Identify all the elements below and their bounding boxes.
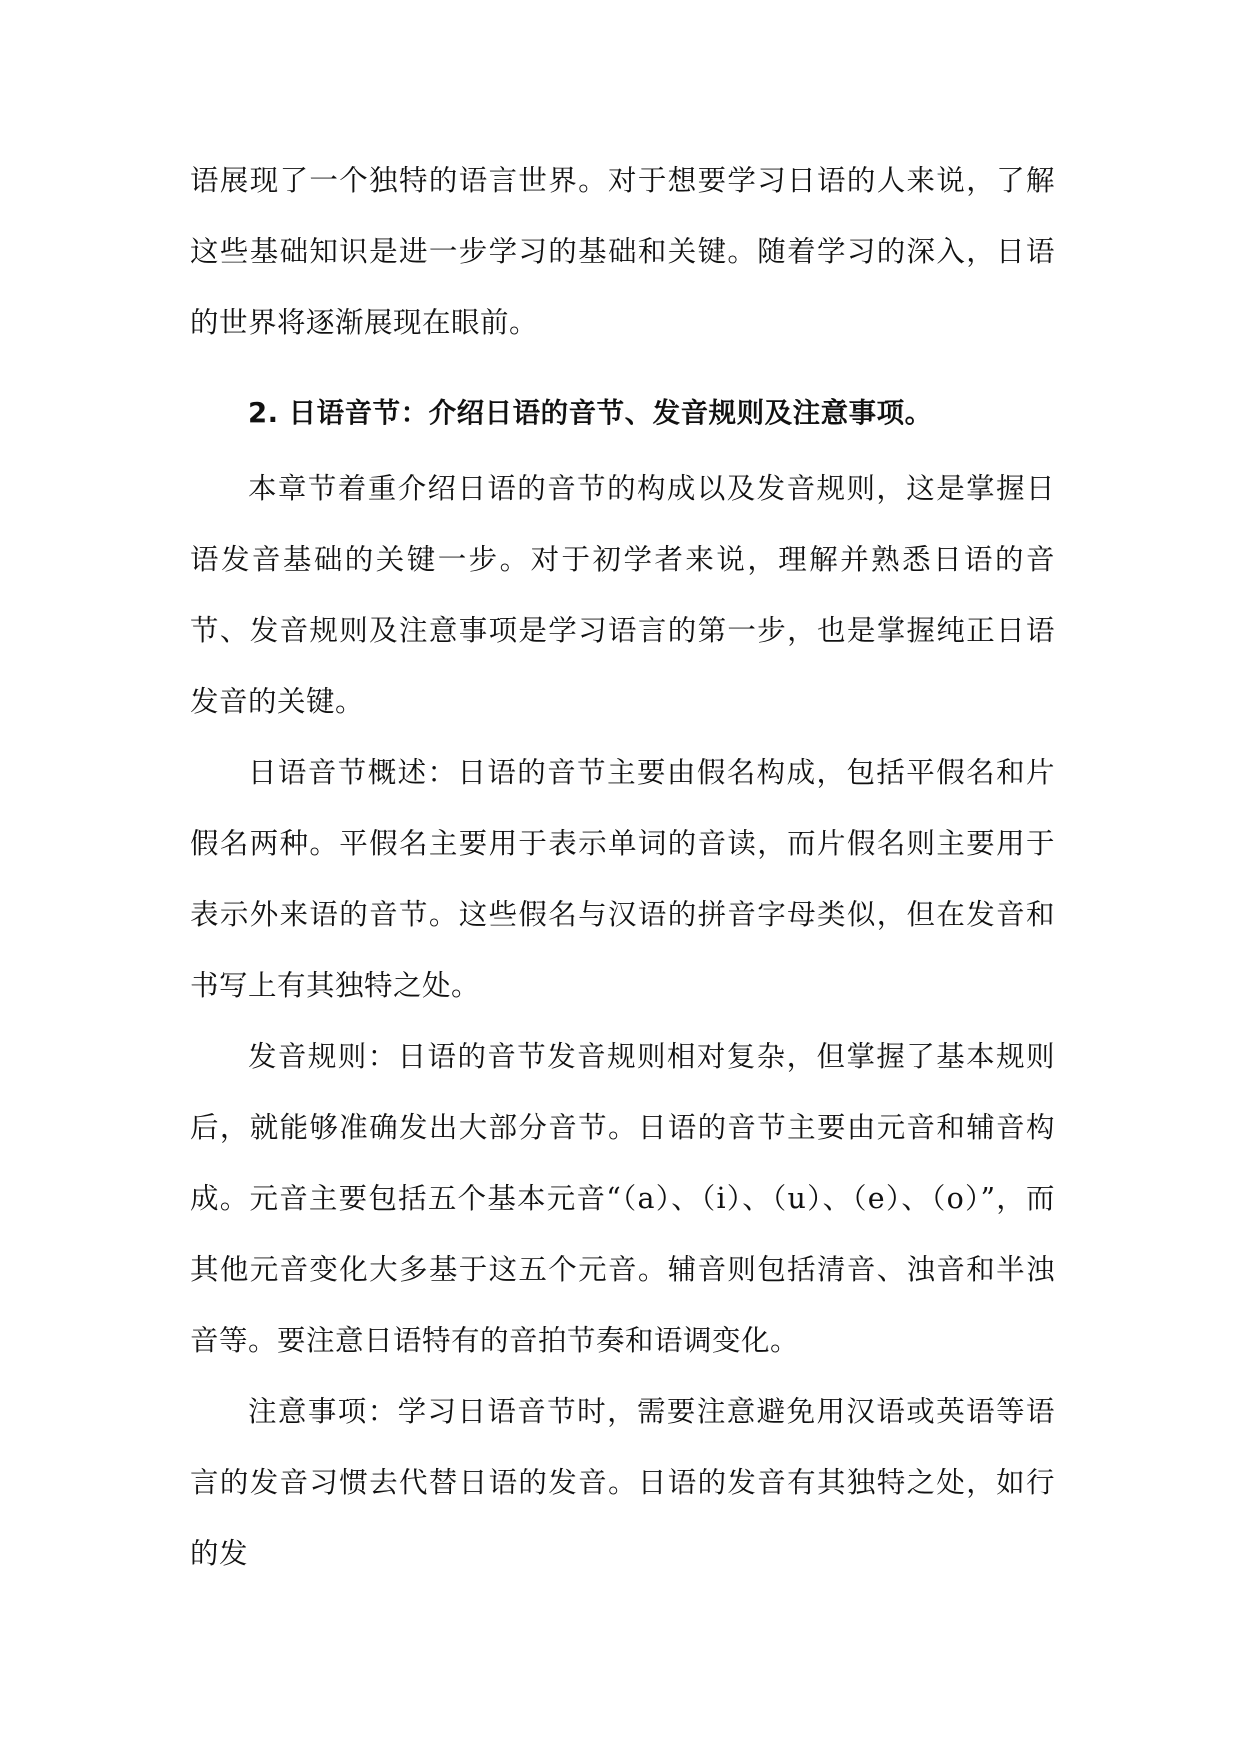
paragraph-chapter-intro: 本章节着重介绍日语的音节的构成以及发音规则，这是掌握日语发音基础的关键一步。对于初学者来说，理解并熟悉日语的音节、发音规则及注意事项是学习语言的第一步，也是掌握纯正日语发音的关键。 [190,472,1055,718]
document-body [190,145,1055,1589]
paragraph-precautions: 注意事项：学习日语音节时，需要注意避免用汉语或英语等语言的发音习惯去代替日语的发音。日语的发音有其独特之处，如行的发 [190,1395,1055,1570]
section-heading: 2. 日语音节：介绍日语的音节、发音规则及注意事项。 [248,397,933,429]
paragraph-intro-continuation: 语展现了一个独特的语言世界。对于想要学习日语的人来说，了解这些基础知识是进一步学习的基础和关键。随着学习的深入，日语的世界将逐渐展现在眼前。 [190,164,1055,339]
paragraph-pronunciation-rules: 发音规则：日语的音节发音规则相对复杂，但掌握了基本规则后，就能够准确发出大部分音节。日语的音节主要由元音和辅音构成。元音主要包括五个基本元音“（a）、（i）、（u）、（e）、（o）”，而其他元音变化大多基于这五个元音。辅音则包括清音、浊音和半浊音等。要注意日语特有的音拍节奏和语调变化。 [190,1040,1055,1357]
paragraph-syllable-overview: 日语音节概述：日语的音节主要由假名构成，包括平假名和片假名两种。平假名主要用于表示单词的音读，而片假名则主要用于表示外来语的音节。这些假名与汉语的拼音字母类似，但在发音和书写上有其独特之处。 [190,756,1055,1002]
